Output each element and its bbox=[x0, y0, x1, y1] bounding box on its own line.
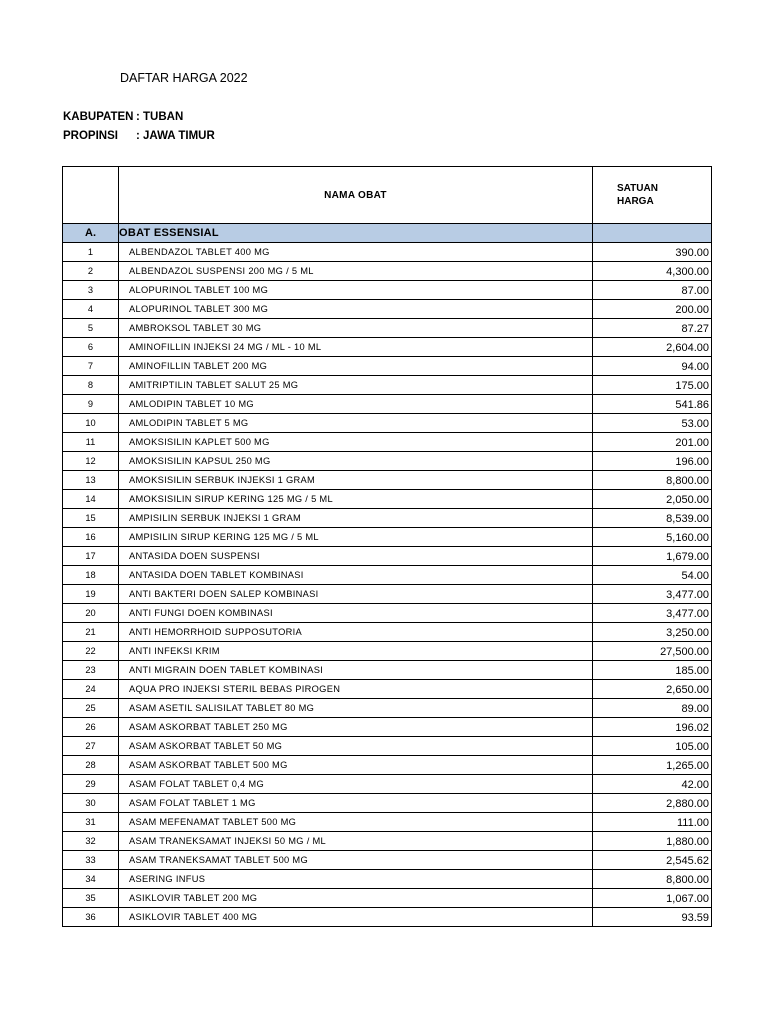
row-nama-obat: ASAM FOLAT TABLET 1 MG bbox=[119, 794, 593, 813]
row-nama-obat: ASAM ASKORBAT TABLET 500 MG bbox=[119, 756, 593, 775]
row-no: 24 bbox=[63, 680, 119, 699]
section-row bbox=[63, 224, 712, 243]
table-row bbox=[63, 661, 712, 680]
header-no bbox=[63, 167, 119, 224]
propinsi-line bbox=[63, 130, 215, 142]
row-no: 4 bbox=[63, 300, 119, 319]
row-satuan-harga: 87.00 bbox=[593, 281, 712, 300]
row-no: 12 bbox=[63, 452, 119, 471]
kabupaten-label: KABUPATEN bbox=[63, 111, 134, 123]
row-nama-obat: AMBROKSOL TABLET 30 MG bbox=[119, 319, 593, 338]
row-satuan-harga: 196.00 bbox=[593, 452, 712, 471]
row-no: 25 bbox=[63, 699, 119, 718]
row-satuan-harga: 185.00 bbox=[593, 661, 712, 680]
row-satuan-harga: 5,160.00 bbox=[593, 528, 712, 547]
row-satuan-harga: 3,250.00 bbox=[593, 623, 712, 642]
header-harga-line1: SATUAN bbox=[617, 183, 658, 194]
table-row bbox=[63, 813, 712, 832]
row-satuan-harga: 2,650.00 bbox=[593, 680, 712, 699]
table-row bbox=[63, 547, 712, 566]
price-table bbox=[62, 166, 712, 927]
table-row bbox=[63, 718, 712, 737]
table-row bbox=[63, 509, 712, 528]
row-nama-obat: ASAM MEFENAMAT TABLET 500 MG bbox=[119, 813, 593, 832]
row-nama-obat: ANTI MIGRAIN DOEN TABLET KOMBINASI bbox=[119, 661, 593, 680]
row-no: 34 bbox=[63, 870, 119, 889]
row-nama-obat: ALBENDAZOL SUSPENSI 200 MG / 5 ML bbox=[119, 262, 593, 281]
row-no: 31 bbox=[63, 813, 119, 832]
row-no: 14 bbox=[63, 490, 119, 509]
propinsi-value: : JAWA TIMUR bbox=[136, 130, 215, 142]
table-row bbox=[63, 889, 712, 908]
table-row bbox=[63, 376, 712, 395]
row-nama-obat: ALOPURINOL TABLET 100 MG bbox=[119, 281, 593, 300]
table-row bbox=[63, 737, 712, 756]
row-satuan-harga: 4,300.00 bbox=[593, 262, 712, 281]
propinsi-label: PROPINSI bbox=[63, 130, 118, 142]
table-row bbox=[63, 490, 712, 509]
row-nama-obat: ASAM ASKORBAT TABLET 250 MG bbox=[119, 718, 593, 737]
header-harga-line2: HARGA bbox=[617, 196, 654, 207]
table-row bbox=[63, 870, 712, 889]
row-satuan-harga: 87.27 bbox=[593, 319, 712, 338]
table-row bbox=[63, 395, 712, 414]
row-no: 3 bbox=[63, 281, 119, 300]
row-nama-obat: AMINOFILLIN INJEKSI 24 MG / ML - 10 ML bbox=[119, 338, 593, 357]
row-no: 26 bbox=[63, 718, 119, 737]
row-nama-obat: AMOKSISILIN KAPSUL 250 MG bbox=[119, 452, 593, 471]
table-row bbox=[63, 699, 712, 718]
row-satuan-harga: 1,265.00 bbox=[593, 756, 712, 775]
row-satuan-harga: 8,800.00 bbox=[593, 471, 712, 490]
kabupaten-value: : TUBAN bbox=[136, 111, 184, 123]
row-satuan-harga: 3,477.00 bbox=[593, 585, 712, 604]
table-row bbox=[63, 281, 712, 300]
row-no: 8 bbox=[63, 376, 119, 395]
row-nama-obat: ANTI INFEKSI KRIM bbox=[119, 642, 593, 661]
row-satuan-harga: 54.00 bbox=[593, 566, 712, 585]
row-no: 7 bbox=[63, 357, 119, 376]
row-no: 5 bbox=[63, 319, 119, 338]
row-no: 10 bbox=[63, 414, 119, 433]
row-no: 19 bbox=[63, 585, 119, 604]
row-no: 13 bbox=[63, 471, 119, 490]
row-no: 29 bbox=[63, 775, 119, 794]
row-satuan-harga: 1,880.00 bbox=[593, 832, 712, 851]
table-row bbox=[63, 775, 712, 794]
section-price-cell bbox=[593, 224, 712, 243]
table-row bbox=[63, 908, 712, 927]
row-no: 1 bbox=[63, 243, 119, 262]
row-satuan-harga: 3,477.00 bbox=[593, 604, 712, 623]
row-no: 33 bbox=[63, 851, 119, 870]
row-satuan-harga: 1,067.00 bbox=[593, 889, 712, 908]
row-satuan-harga: 201.00 bbox=[593, 433, 712, 452]
row-no: 23 bbox=[63, 661, 119, 680]
row-no: 15 bbox=[63, 509, 119, 528]
row-nama-obat: AQUA PRO INJEKSI STERIL BEBAS PIROGEN bbox=[119, 680, 593, 699]
table-row bbox=[63, 452, 712, 471]
row-no: 36 bbox=[63, 908, 119, 927]
row-nama-obat: AMITRIPTILIN TABLET SALUT 25 MG bbox=[119, 376, 593, 395]
row-nama-obat: AMPISILIN SIRUP KERING 125 MG / 5 ML bbox=[119, 528, 593, 547]
row-satuan-harga: 105.00 bbox=[593, 737, 712, 756]
row-nama-obat: ANTASIDA DOEN TABLET KOMBINASI bbox=[119, 566, 593, 585]
row-nama-obat: AMLODIPIN TABLET 10 MG bbox=[119, 395, 593, 414]
row-nama-obat: ASAM TRANEKSAMAT INJEKSI 50 MG / ML bbox=[119, 832, 593, 851]
row-satuan-harga: 111.00 bbox=[593, 813, 712, 832]
row-nama-obat: ALBENDAZOL TABLET 400 MG bbox=[119, 243, 593, 262]
row-nama-obat: AMINOFILLIN TABLET 200 MG bbox=[119, 357, 593, 376]
row-nama-obat: AMOKSISILIN SIRUP KERING 125 MG / 5 ML bbox=[119, 490, 593, 509]
row-no: 21 bbox=[63, 623, 119, 642]
table-row bbox=[63, 528, 712, 547]
row-nama-obat: ANTASIDA DOEN SUSPENSI bbox=[119, 547, 593, 566]
row-satuan-harga: 94.00 bbox=[593, 357, 712, 376]
table-row bbox=[63, 471, 712, 490]
table-row bbox=[63, 623, 712, 642]
row-satuan-harga: 42.00 bbox=[593, 775, 712, 794]
table-header-row bbox=[63, 167, 712, 224]
row-satuan-harga: 541.86 bbox=[593, 395, 712, 414]
row-no: 35 bbox=[63, 889, 119, 908]
row-nama-obat: ASAM FOLAT TABLET 0,4 MG bbox=[119, 775, 593, 794]
row-no: 27 bbox=[63, 737, 119, 756]
row-satuan-harga: 93.59 bbox=[593, 908, 712, 927]
row-no: 6 bbox=[63, 338, 119, 357]
row-nama-obat: ASIKLOVIR TABLET 200 MG bbox=[119, 889, 593, 908]
table-row bbox=[63, 756, 712, 775]
row-nama-obat: ASAM ASKORBAT TABLET 50 MG bbox=[119, 737, 593, 756]
row-nama-obat: AMLODIPIN TABLET 5 MG bbox=[119, 414, 593, 433]
table-row bbox=[63, 300, 712, 319]
row-satuan-harga: 53.00 bbox=[593, 414, 712, 433]
table-row bbox=[63, 566, 712, 585]
document-title: DAFTAR HARGA 2022 bbox=[120, 71, 248, 85]
row-satuan-harga: 2,880.00 bbox=[593, 794, 712, 813]
row-no: 9 bbox=[63, 395, 119, 414]
table-row bbox=[63, 851, 712, 870]
row-nama-obat: ASERING INFUS bbox=[119, 870, 593, 889]
row-nama-obat: AMPISILIN SERBUK INJEKSI 1 GRAM bbox=[119, 509, 593, 528]
row-nama-obat: ASAM TRANEKSAMAT TABLET 500 MG bbox=[119, 851, 593, 870]
header-nama-obat: NAMA OBAT bbox=[119, 167, 593, 224]
row-no: 22 bbox=[63, 642, 119, 661]
row-nama-obat: ASIKLOVIR TABLET 400 MG bbox=[119, 908, 593, 927]
table-row bbox=[63, 338, 712, 357]
row-nama-obat: AMOKSISILIN SERBUK INJEKSI 1 GRAM bbox=[119, 471, 593, 490]
table-row bbox=[63, 604, 712, 623]
row-satuan-harga: 2,604.00 bbox=[593, 338, 712, 357]
table-row bbox=[63, 832, 712, 851]
row-no: 16 bbox=[63, 528, 119, 547]
row-nama-obat: ANTI HEMORRHOID SUPPOSUTORIA bbox=[119, 623, 593, 642]
row-no: 28 bbox=[63, 756, 119, 775]
section-code: A. bbox=[63, 224, 119, 243]
row-no: 32 bbox=[63, 832, 119, 851]
row-no: 20 bbox=[63, 604, 119, 623]
row-no: 17 bbox=[63, 547, 119, 566]
row-satuan-harga: 8,800.00 bbox=[593, 870, 712, 889]
row-no: 30 bbox=[63, 794, 119, 813]
table-row bbox=[63, 585, 712, 604]
row-nama-obat: ANTI BAKTERI DOEN SALEP KOMBINASI bbox=[119, 585, 593, 604]
table-row bbox=[63, 794, 712, 813]
row-nama-obat: ALOPURINOL TABLET 300 MG bbox=[119, 300, 593, 319]
table-row bbox=[63, 680, 712, 699]
table-row bbox=[63, 357, 712, 376]
row-nama-obat: AMOKSISILIN KAPLET 500 MG bbox=[119, 433, 593, 452]
table-row bbox=[63, 262, 712, 281]
table-row bbox=[63, 642, 712, 661]
row-satuan-harga: 196.02 bbox=[593, 718, 712, 737]
table-row bbox=[63, 414, 712, 433]
row-satuan-harga: 175.00 bbox=[593, 376, 712, 395]
table-row bbox=[63, 319, 712, 338]
row-satuan-harga: 390.00 bbox=[593, 243, 712, 262]
row-satuan-harga: 2,545.62 bbox=[593, 851, 712, 870]
row-satuan-harga: 1,679.00 bbox=[593, 547, 712, 566]
row-satuan-harga: 200.00 bbox=[593, 300, 712, 319]
table-row bbox=[63, 243, 712, 262]
header-satuan-harga bbox=[593, 167, 712, 224]
table-row bbox=[63, 433, 712, 452]
row-satuan-harga: 2,050.00 bbox=[593, 490, 712, 509]
row-nama-obat: ASAM ASETIL SALISILAT TABLET 80 MG bbox=[119, 699, 593, 718]
row-no: 18 bbox=[63, 566, 119, 585]
row-satuan-harga: 89.00 bbox=[593, 699, 712, 718]
kabupaten-line bbox=[63, 111, 183, 123]
section-name: OBAT ESSENSIAL bbox=[119, 224, 593, 243]
row-satuan-harga: 27,500.00 bbox=[593, 642, 712, 661]
row-nama-obat: ANTI FUNGI DOEN KOMBINASI bbox=[119, 604, 593, 623]
row-no: 2 bbox=[63, 262, 119, 281]
row-no: 11 bbox=[63, 433, 119, 452]
row-satuan-harga: 8,539.00 bbox=[593, 509, 712, 528]
